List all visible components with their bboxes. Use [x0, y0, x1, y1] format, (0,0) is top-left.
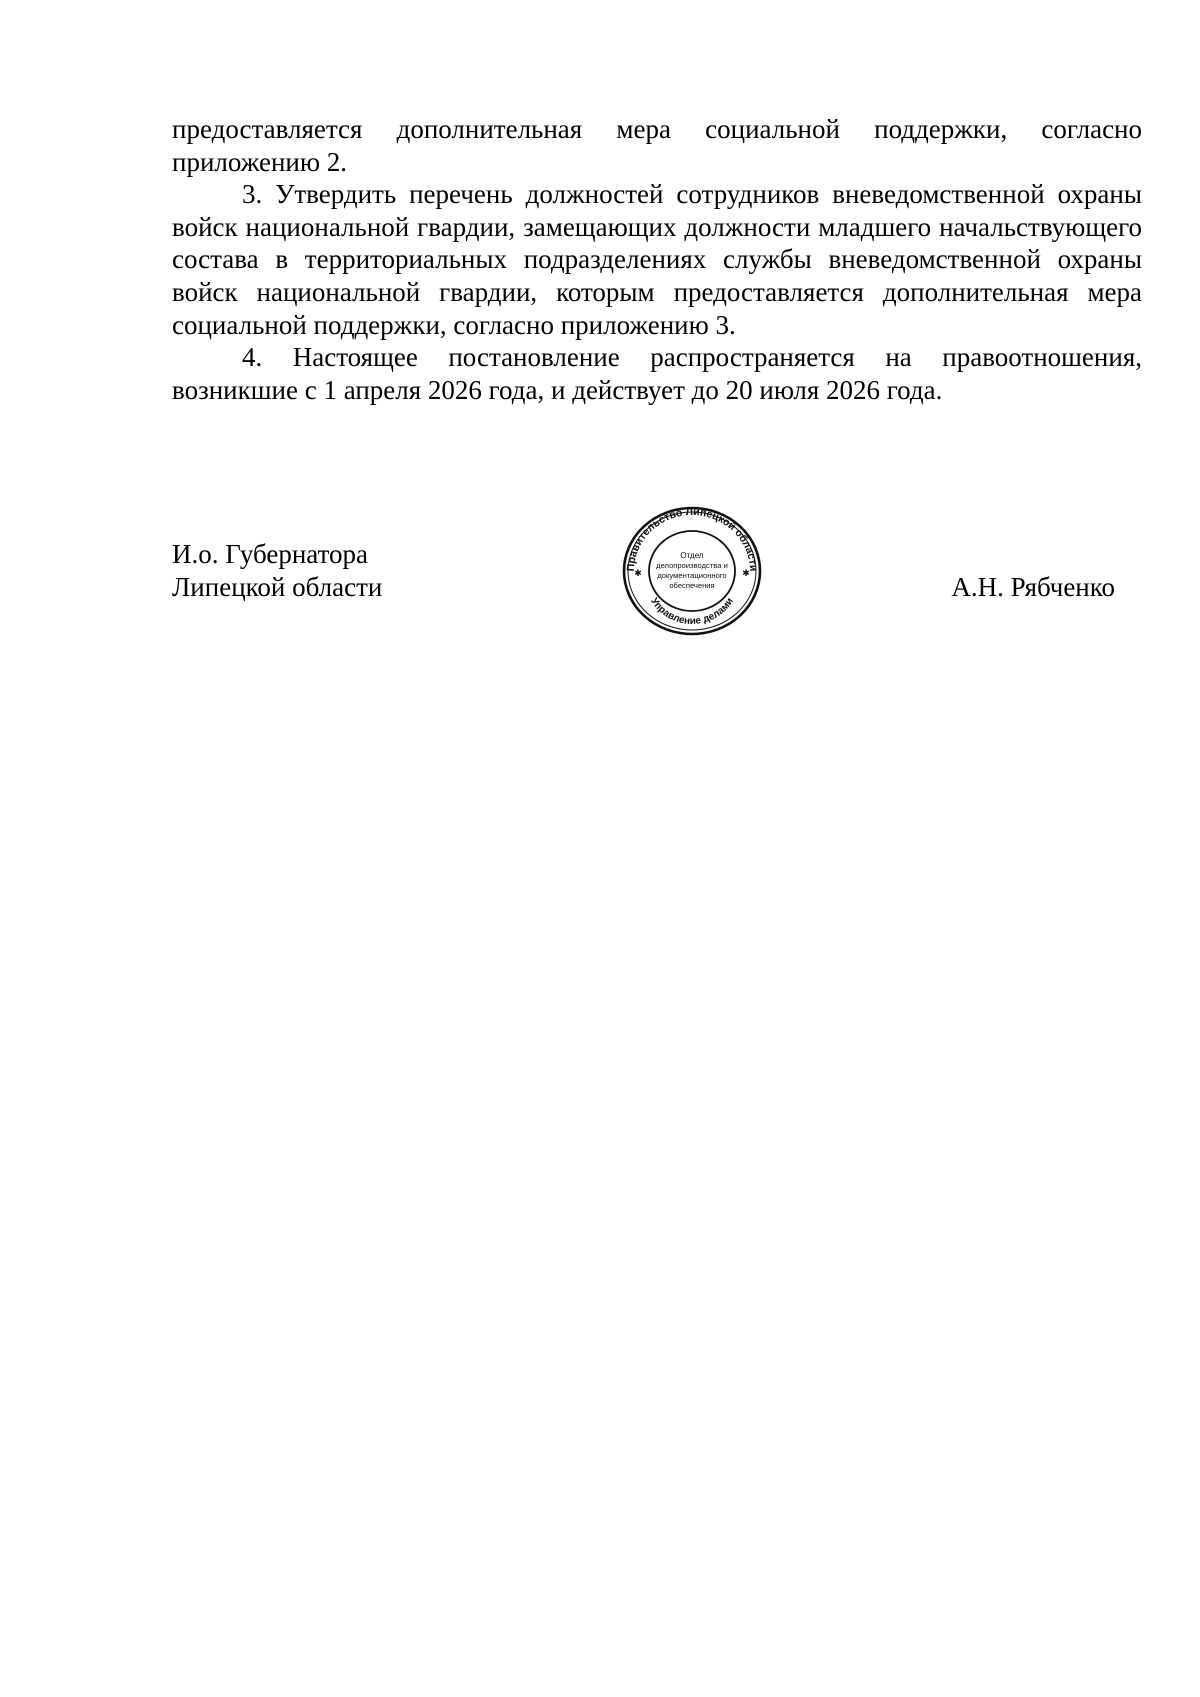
- signatory-title-line-1: И.о. Губернатора: [172, 539, 369, 569]
- signatory-title: [172, 538, 382, 603]
- official-stamp-seal: [622, 506, 762, 636]
- stamp-center-line-4: обеспечения: [669, 581, 715, 590]
- stamp-center-line-1: Отдел: [680, 551, 704, 560]
- signatory-title-line-2: Липецкой области: [172, 571, 383, 602]
- signatory-name: А.Н. Рябченко: [951, 572, 1115, 602]
- stamp-seal-graphic: [622, 506, 762, 636]
- stamp-bottom-text: Управление делами: [648, 595, 736, 628]
- paragraph-continuation: предоставляется дополнительная мера социальной поддержки, согласно приложению 2.: [172, 114, 1142, 177]
- stamp-center-line-2: делопроизводства и: [656, 561, 728, 570]
- document-body: [172, 113, 1142, 406]
- paragraph-item-3: 3. Утвердить перечень должностей сотрудников вневедомственной охраны войск национальной гвардии, замещающих должности младшего начальствующего состава в территориальных подразделениях службы вневедомственной охраны войск национальной гвардии, которым предоставляется дополнительная мера социальной поддержки, согласно приложению 3.: [172, 179, 1142, 340]
- stamp-star-right-icon: ✱: [742, 568, 750, 578]
- paragraph-item-4: 4. Настоящее постановление распространяется на правоотношения, возникшие с 1 апреля 2026 года, и действует до 20 июля 2026 года.: [172, 342, 1142, 405]
- stamp-outer-text: Правительство Липецкой области: [624, 506, 760, 572]
- stamp-star-left-icon: ✱: [634, 568, 642, 578]
- stamp-center-line-3: документационного: [657, 571, 727, 580]
